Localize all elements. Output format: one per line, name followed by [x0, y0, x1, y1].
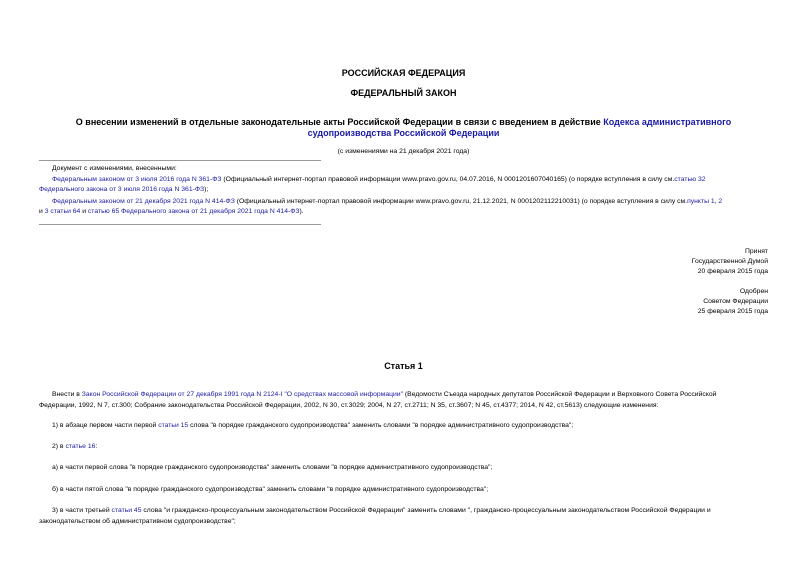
article-heading: Статья 1 — [384, 361, 423, 371]
article45-link[interactable]: статьи 45 — [111, 507, 142, 514]
country-heading: РОССИЙСКАЯ ФЕДЕРАЦИЯ — [341, 68, 466, 78]
changes-item2-and: и — [80, 208, 88, 215]
changes-item2-point1-link[interactable]: пункты 1 — [687, 198, 715, 205]
p6-text-1: слова "и гражданско-процессуальным законодательством Российской Федерации" заменить словами ", гражданско-процессуальным законодательством Российской Федерации и — [141, 507, 711, 514]
document-title — [0, 117, 807, 139]
changes-item1-end: ); — [204, 186, 209, 193]
law-type-heading: ФЕДЕРАЛЬНЫЙ ЗАКОН — [350, 88, 457, 98]
p3-pre: 2) в — [52, 443, 66, 450]
article-paragraph-5: б) в части пятой слова "в порядке гражданского судопроизводства" заменить словами "в порядке административного судопроизводства"; — [52, 486, 489, 493]
p2-text: слова "в порядке гражданского судопроизводства" заменить словами "в порядке административного судопроизводства"; — [188, 422, 574, 429]
article-paragraph-1 — [39, 389, 769, 411]
title-code-link[interactable]: Кодекса административного — [603, 117, 732, 127]
changes-item2-article64-link[interactable]: 3 статьи 64 — [44, 208, 81, 215]
changes-item2-article65-link[interactable]: статью 65 Федерального закона от 21 декабря 2021 года N 414-ФЗ — [87, 208, 300, 215]
title-code-link-cont[interactable]: судопроизводства Российской Федерации — [307, 128, 500, 138]
media-law-link[interactable]: Закон Российской Федерации от 27 декабря 1991 года N 2124-I "О средствах массовой информации" — [81, 391, 404, 398]
changes-item2-end: ). — [299, 208, 304, 215]
changes-item2-text: (Официальный интернет-портал правовой информации www.pravo.gov.ru, 21.12.2021, N 0001202112210031) (о порядке вступления в силу см. — [234, 198, 688, 205]
p2-pre: 1) в абзаце первом части первой — [52, 422, 159, 429]
edition-note: (с изменениями на 21 декабря 2021 года) — [337, 148, 470, 155]
article-paragraph-6 — [39, 505, 769, 527]
p6-pre: 3) в части третьей — [52, 507, 112, 514]
council-label: Советом Федерации — [703, 298, 768, 305]
changes-intro: Документ с изменениями, внесенными: — [52, 165, 177, 172]
council-date: 25 февраля 2015 года — [697, 308, 768, 315]
article-paragraph-4: а) в части первой слова "в порядке гражданского судопроизводства" заменить словами "в порядке административного судопроизводства"; — [52, 464, 493, 471]
duma-label: Государственной Думой — [691, 258, 768, 265]
adoption-duma-block — [692, 247, 768, 277]
changes-item2-law-link[interactable]: Федеральным законом от 21 декабря 2021 года N 414-ФЗ — [52, 198, 235, 205]
article-paragraph-3 — [52, 441, 769, 452]
adoption-council-block — [698, 287, 768, 317]
approved-label: Одобрен — [739, 288, 768, 295]
changes-item-2 — [39, 197, 769, 217]
p1-text-2: Федерации, 1992, N 7, ст.300; Собрание законодательства Российской Федерации, 2002, N 30, ст.3029; 2004, N 27, ст.2711; N 35, ст.3607; N 45, ст.4377; 2014, N 42, ст.5613) следующие изменения: — [39, 402, 659, 409]
changes-bottom-divider — [39, 224, 321, 225]
article16-link[interactable]: статье 16 — [65, 443, 96, 450]
p1-text-1: (Ведомости Съезда народных депутатов Российской Федерации и Верховного Совета Российской — [403, 391, 717, 398]
changes-item2-sep: , — [714, 198, 719, 205]
changes-item1-text: (Официальный интернет-портал правовой информации www.pravo.gov.ru, 04.07.2016, N 0001201607040165) (о порядке вступления в силу см. — [221, 176, 675, 183]
article-paragraph-2 — [52, 420, 769, 431]
article15-link[interactable]: статьи 15 — [158, 422, 189, 429]
changes-item2-point2-link[interactable]: 2 — [718, 198, 723, 205]
changes-item1-article-link[interactable]: статью 32 — [674, 176, 706, 183]
changes-top-divider — [39, 160, 321, 161]
duma-date: 20 февраля 2015 года — [697, 268, 768, 275]
changes-item2-and-pre: и — [39, 208, 45, 215]
p1-pre: Внести в — [52, 391, 82, 398]
title-prefix: О внесении изменений в отдельные законодательные акты Российской Федерации в связи с введением в действие — [75, 117, 604, 127]
accepted-label: Принят — [744, 248, 768, 255]
p3-end: : — [95, 443, 98, 450]
changes-item-1 — [39, 175, 769, 195]
changes-item1-law-link-2[interactable]: Федерального закона от 3 июля 2016 года N 361-ФЗ — [39, 186, 205, 193]
changes-item1-law-link[interactable]: Федеральным законом от 3 июля 2016 года N 361-ФЗ — [52, 176, 222, 183]
p6-text-2: законодательством об административном судопроизводстве"; — [39, 518, 236, 525]
